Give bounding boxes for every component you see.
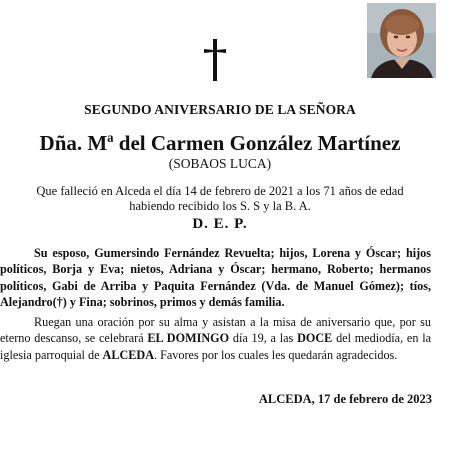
- place-and-date-signature: ALCEDA, 17 de febrero de 2023: [258, 392, 432, 406]
- anniversary-title: SEGUNDO ANIVERSARIO DE LA SEÑORA: [84, 102, 356, 117]
- deceased-portrait-photo: [367, 3, 436, 78]
- family-mourners-paragraph: Su esposo, Gumersindo Fernández Revuelta; hijos, Lorena y Óscar; hijos políticos, Borja y Eva; nietos, Adriana y Óscar; hermano, Roberto; hermanos políticos, Gabi de Arriba y Paquita Fernández (Vda. de Manuel Gómez); tíos, Alejandro(†) y Fina; sobrinos, primos y demás familia.: [0, 246, 431, 309]
- deceased-name: Dña. Mª del Carmen González Martínez: [39, 131, 401, 155]
- mass-hour: DOCE: [297, 331, 333, 346]
- mass-place: ALCEDA: [102, 347, 155, 362]
- deceased-nickname: (SOBAOS LUCA): [168, 156, 272, 171]
- portrait-image: [367, 3, 436, 78]
- rest-in-peace: D. E. P.: [192, 216, 248, 232]
- prayer-text-part-4: . Favores por los cuales les quedarán agradecidos.: [154, 347, 398, 362]
- death-details-line-2: habiendo recibido los S. S y la B. A.: [129, 199, 311, 213]
- mass-day: EL DOMINGO: [147, 331, 230, 346]
- death-details-line-1: Que falleció en Alceda el día 14 de febrero de 2021 a los 71 años de edad: [36, 184, 404, 198]
- prayer-text-part-2: día 19, a las: [229, 331, 298, 346]
- prayer-text-part-1: Ruegan una oración por su alma y asistan a la misa de aniversario que, por su eterno descanso, se celebrará: [0, 315, 431, 346]
- cross-icon: [196, 38, 234, 82]
- prayer-text-part-3: del mediodía, en la iglesia parroquial de: [0, 331, 431, 362]
- mass-announcement-paragraph: [0, 314, 431, 363]
